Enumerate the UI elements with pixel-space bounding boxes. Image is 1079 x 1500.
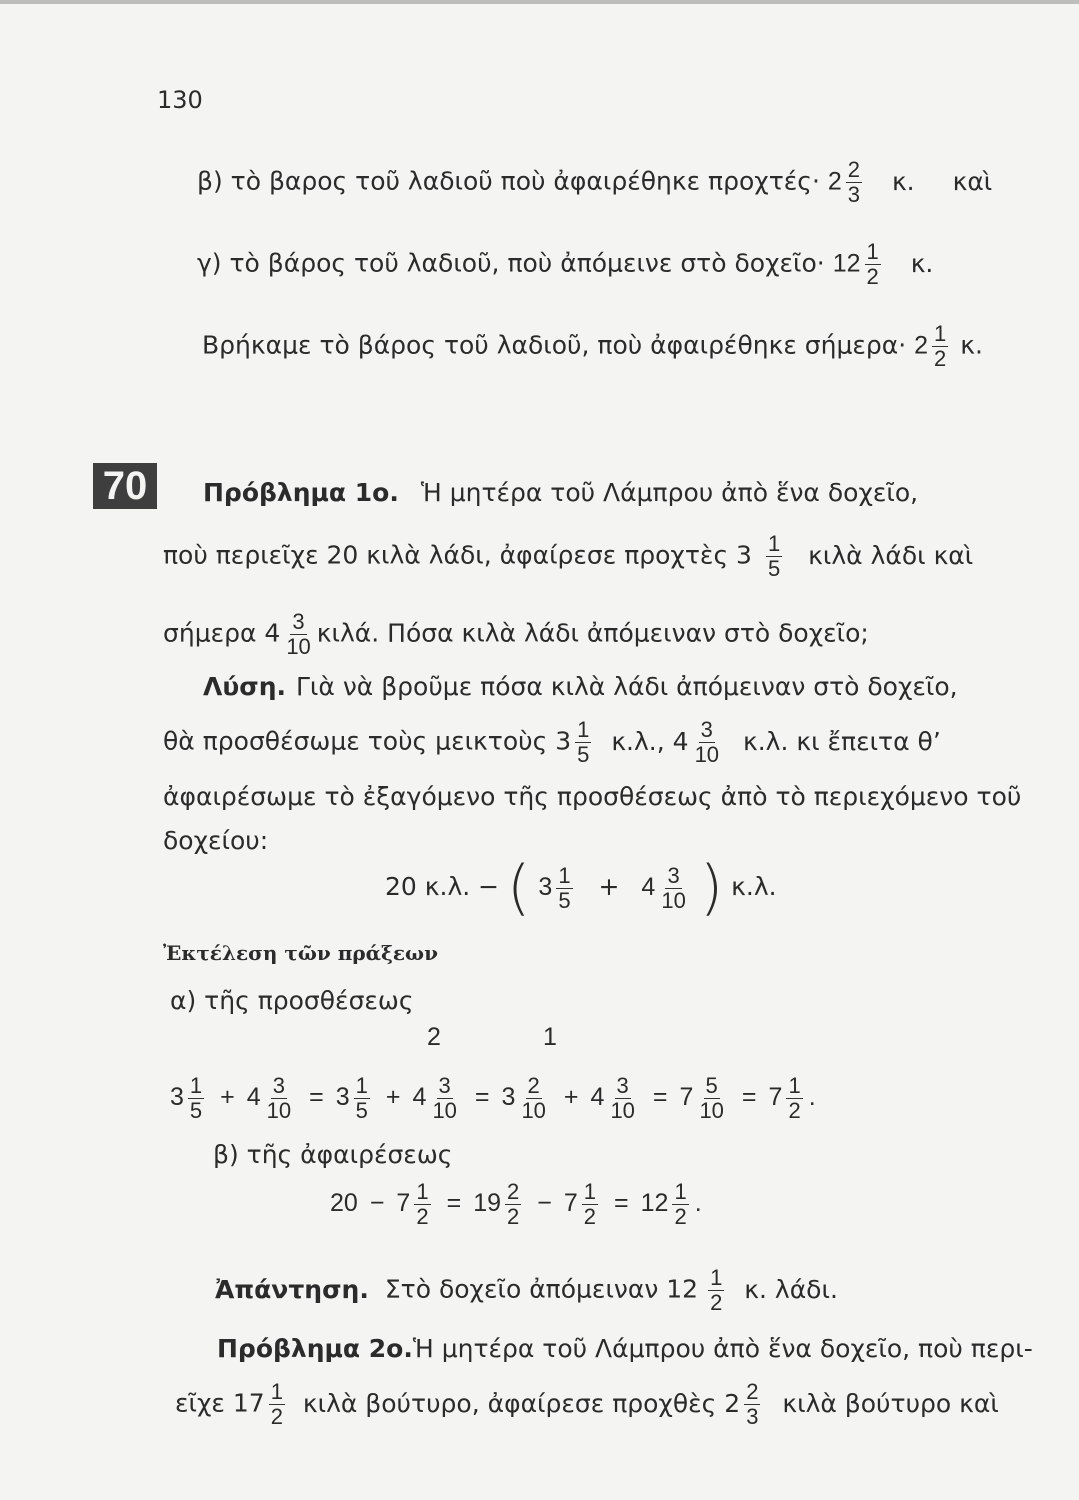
problem1-text-2a: ποὺ περιεῖχε 20 κιλὰ λάδι, ἀφαίρεσε προχτὲς 3 <box>163 540 752 570</box>
problem2-text-2a: εῖχε 17 <box>175 1388 265 1418</box>
denominator: 5 <box>558 887 571 913</box>
sum-operator: = <box>741 1083 757 1111</box>
numerator: 3 <box>438 1072 451 1098</box>
denominator: 2 <box>710 1290 723 1315</box>
diff-fraction <box>582 1180 598 1229</box>
multiplier-2: 1 <box>543 1023 557 1051</box>
solution-fraction-1 <box>575 718 591 767</box>
line-c-unit: κ. <box>910 248 934 278</box>
denominator: 2 <box>416 1203 429 1229</box>
solution-fraction-2 <box>693 718 721 767</box>
numerator: 1 <box>583 1178 597 1204</box>
denominator: 2 <box>934 346 947 371</box>
line-b-fraction <box>846 158 862 207</box>
page-top-edge <box>0 0 1079 4</box>
sum-operator: + <box>220 1083 235 1111</box>
numerator: 3 <box>700 717 713 742</box>
problem1-text-1: Ἡ μητέρα τοῦ Λάμπρου ἀπὸ ἕνα δοχεῖο, <box>420 478 919 507</box>
sum-fraction <box>519 1074 547 1123</box>
numerator: 2 <box>527 1072 540 1098</box>
denominator: 2 <box>507 1203 520 1229</box>
line-b <box>197 158 992 207</box>
expr-fraction-1 <box>556 864 572 913</box>
diff-whole: 7 <box>563 1189 578 1217</box>
diff-operator: . <box>694 1189 702 1217</box>
denominator: 5 <box>767 556 781 581</box>
numerator: 1 <box>767 531 781 556</box>
numerator: 1 <box>558 862 571 888</box>
line-found-text: Βρήκαμε τὸ βάρος τοῦ λαδιοῦ, ποὺ ἀφαιρέθηκε σήμερα· <box>202 330 907 360</box>
numerator: 1 <box>934 321 947 346</box>
problem1-line1 <box>203 478 918 508</box>
expr-whole-2: 4 <box>641 873 656 901</box>
sum-operator: = <box>309 1083 324 1111</box>
solution-label: Λύση. <box>203 672 286 701</box>
denominator: 10 <box>286 634 311 659</box>
numerator: 1 <box>674 1178 687 1204</box>
numerator: 2 <box>847 157 860 182</box>
denominator: 2 <box>270 1404 283 1429</box>
sum-fraction <box>786 1074 802 1123</box>
numerator: 3 <box>667 862 680 888</box>
diff-operator: − <box>369 1189 385 1217</box>
problem2-fraction-2 <box>744 1380 760 1429</box>
sum-whole: 4 <box>246 1083 261 1111</box>
problem2-fraction-1 <box>269 1380 285 1429</box>
diff-operator: − <box>537 1189 552 1217</box>
diff-fraction <box>505 1180 521 1229</box>
solution-line3: ἀφαιρέσωμε τὸ ἐξαγόμενο τῆς προσθέσεως ἀπὸ τὸ περιεχόμενο τοῦ <box>163 782 1022 811</box>
denominator: 10 <box>699 1097 724 1123</box>
denominator: 5 <box>189 1097 203 1123</box>
problem2-title: Πρόβλημα 2ο. <box>217 1334 413 1363</box>
solution-text-2a: θὰ προσθέσωμε τοὺς μεικτοὺς 3 <box>163 726 572 756</box>
denominator: 10 <box>661 887 686 913</box>
numerator: 1 <box>577 717 590 742</box>
denominator: 3 <box>847 182 860 207</box>
problem2-line2 <box>175 1380 999 1429</box>
diff-fraction <box>672 1180 688 1229</box>
numerator: 1 <box>355 1072 368 1098</box>
sum-fraction <box>430 1074 458 1123</box>
sum-operator: . <box>808 1083 816 1111</box>
problem1-fraction-1 <box>766 532 782 581</box>
left-parenthesis: ( <box>507 853 531 923</box>
numerator: 3 <box>272 1072 286 1098</box>
line-b-text: β) τὸ βαρος τοῦ λαδιοῦ ποὺ ἀφαιρέθηκε προχτές· <box>197 166 820 196</box>
sum-whole: 3 <box>501 1083 516 1111</box>
denominator: 10 <box>521 1097 546 1123</box>
problem1-line3 <box>163 610 869 659</box>
sum-fraction <box>697 1074 725 1123</box>
multiplier-1: 2 <box>427 1023 441 1051</box>
problem1-title: Πρόβλημα 1ο. <box>203 478 399 507</box>
numerator: 2 <box>746 1379 759 1404</box>
sum-whole: 3 <box>335 1083 350 1111</box>
solution-line1 <box>203 672 958 702</box>
sum-whole: 7 <box>679 1083 694 1111</box>
denominator: 3 <box>746 1404 759 1429</box>
numerator: 2 <box>507 1178 520 1204</box>
sum-operator: + <box>385 1083 401 1111</box>
denominator: 2 <box>788 1097 801 1123</box>
line-c-fraction <box>865 240 881 289</box>
sum-fraction <box>608 1074 636 1123</box>
problem2-text-2c: κιλὰ βούτυρο καὶ <box>782 1388 999 1418</box>
problem2-text-1: Ἡ μητέρα τοῦ Λάμπρου ἀπὸ ἕνα δοχεῖο, ποὺ περι- <box>412 1334 1033 1363</box>
numerator: 3 <box>292 609 305 634</box>
expr-fraction-2 <box>659 864 687 913</box>
line-b-whole: 2 <box>827 167 842 196</box>
denominator: 2 <box>674 1203 687 1229</box>
expr-lead: 20 κ.λ. − <box>385 872 500 901</box>
line-b-tail: καὶ <box>952 166 993 196</box>
diff-whole: 12 <box>640 1189 669 1217</box>
sum-operator: = <box>652 1083 668 1111</box>
page-number: 130 <box>157 86 203 114</box>
difference-equation <box>330 1168 702 1238</box>
numerator: 1 <box>710 1265 723 1290</box>
operations-a-label: α) τῆς προσθέσεως <box>170 986 414 1015</box>
answer-label: Ἀπάντηση. <box>215 1274 369 1304</box>
line-b-unit: κ. <box>891 166 915 196</box>
problem1-line2 <box>163 532 973 581</box>
sum-operator: = <box>474 1083 490 1111</box>
operations-heading: Ἐκτέλεση τῶν πράξεων <box>163 941 438 965</box>
denominator: 10 <box>266 1097 292 1123</box>
solution-line4: δοχείου: <box>163 826 269 855</box>
numerator: 1 <box>189 1072 203 1098</box>
denominator: 5 <box>355 1097 368 1123</box>
diff-operator: = <box>614 1189 629 1217</box>
numerator: 1 <box>866 239 879 264</box>
section-number-badge: 70 <box>93 463 157 509</box>
numerator: 5 <box>705 1072 718 1098</box>
sum-operator: + <box>563 1083 579 1111</box>
problem1-text-3b: κιλά. Πόσα κιλὰ λάδι ἀπόμειναν στὸ δοχεῖο; <box>316 618 869 648</box>
sum-fraction <box>265 1074 293 1123</box>
answer-text: Στὸ δοχεῖο ἀπόμειναν 12 <box>384 1274 699 1304</box>
problem1-fraction-2 <box>284 610 312 659</box>
sum-whole: 7 <box>768 1083 783 1111</box>
answer-line <box>215 1266 838 1315</box>
line-found-unit: κ. <box>960 330 983 360</box>
line-c-text: γ) τὸ βάρος τοῦ λαδιοῦ, ποὺ ἀπόμεινε στὸ δοχεῖο· <box>197 248 825 278</box>
line-found <box>202 322 983 371</box>
expr-whole-1: 3 <box>538 873 553 901</box>
right-parenthesis: ) <box>699 853 724 923</box>
solution-line2 <box>163 718 941 767</box>
denominator: 10 <box>610 1097 635 1123</box>
denominator: 10 <box>694 742 720 767</box>
diff-whole: 20 <box>330 1189 358 1217</box>
solution-text-2b: κ.λ., 4 <box>611 726 689 756</box>
diff-operator: = <box>446 1189 462 1217</box>
sum-fraction <box>188 1074 204 1123</box>
sum-equation <box>170 1062 816 1132</box>
numerator: 1 <box>270 1379 283 1404</box>
operations-b-label: β) τῆς ἀφαιρέσεως <box>213 1140 453 1169</box>
numerator: 1 <box>788 1072 801 1098</box>
sum-fraction <box>354 1074 370 1123</box>
denominator: 2 <box>583 1203 597 1229</box>
diff-whole: 7 <box>396 1189 411 1217</box>
line-c-whole: 12 <box>832 249 861 278</box>
problem1-text-3a: σήμερα 4 <box>163 618 281 648</box>
line-c <box>197 240 933 289</box>
denominator: 5 <box>577 742 590 767</box>
expr-unit: κ.λ. <box>731 872 777 901</box>
denominator: 2 <box>866 264 879 289</box>
numerator: 1 <box>416 1178 429 1204</box>
solution-text-2c: κ.λ. κι ἔπειτα θ’ <box>743 726 941 756</box>
line-found-fraction <box>932 322 948 371</box>
denominator: 10 <box>432 1097 457 1123</box>
diff-whole: 19 <box>473 1189 501 1217</box>
sum-whole: 4 <box>412 1083 427 1111</box>
sum-whole: 4 <box>590 1083 605 1111</box>
sum-whole: 3 <box>170 1083 184 1111</box>
numerator: 3 <box>616 1072 629 1098</box>
problem1-text-2b: κιλὰ λάδι καὶ <box>808 540 974 570</box>
problem2-line1 <box>217 1334 1033 1364</box>
line-found-whole: 2 <box>914 331 929 360</box>
solution-text-1: Γιὰ νὰ βροῦμε πόσα κιλὰ λάδι ἀπόμειναν στὸ δοχεῖο, <box>296 672 958 701</box>
expr-plus: + <box>598 872 620 901</box>
answer-fraction <box>708 1266 724 1315</box>
problem2-text-2b: κιλὰ βούτυρο, ἀφαίρεσε προχθὲς 2 <box>302 1388 741 1418</box>
diff-fraction <box>414 1180 430 1229</box>
answer-tail: κ. λάδι. <box>744 1274 838 1304</box>
solution-expression <box>385 852 777 922</box>
